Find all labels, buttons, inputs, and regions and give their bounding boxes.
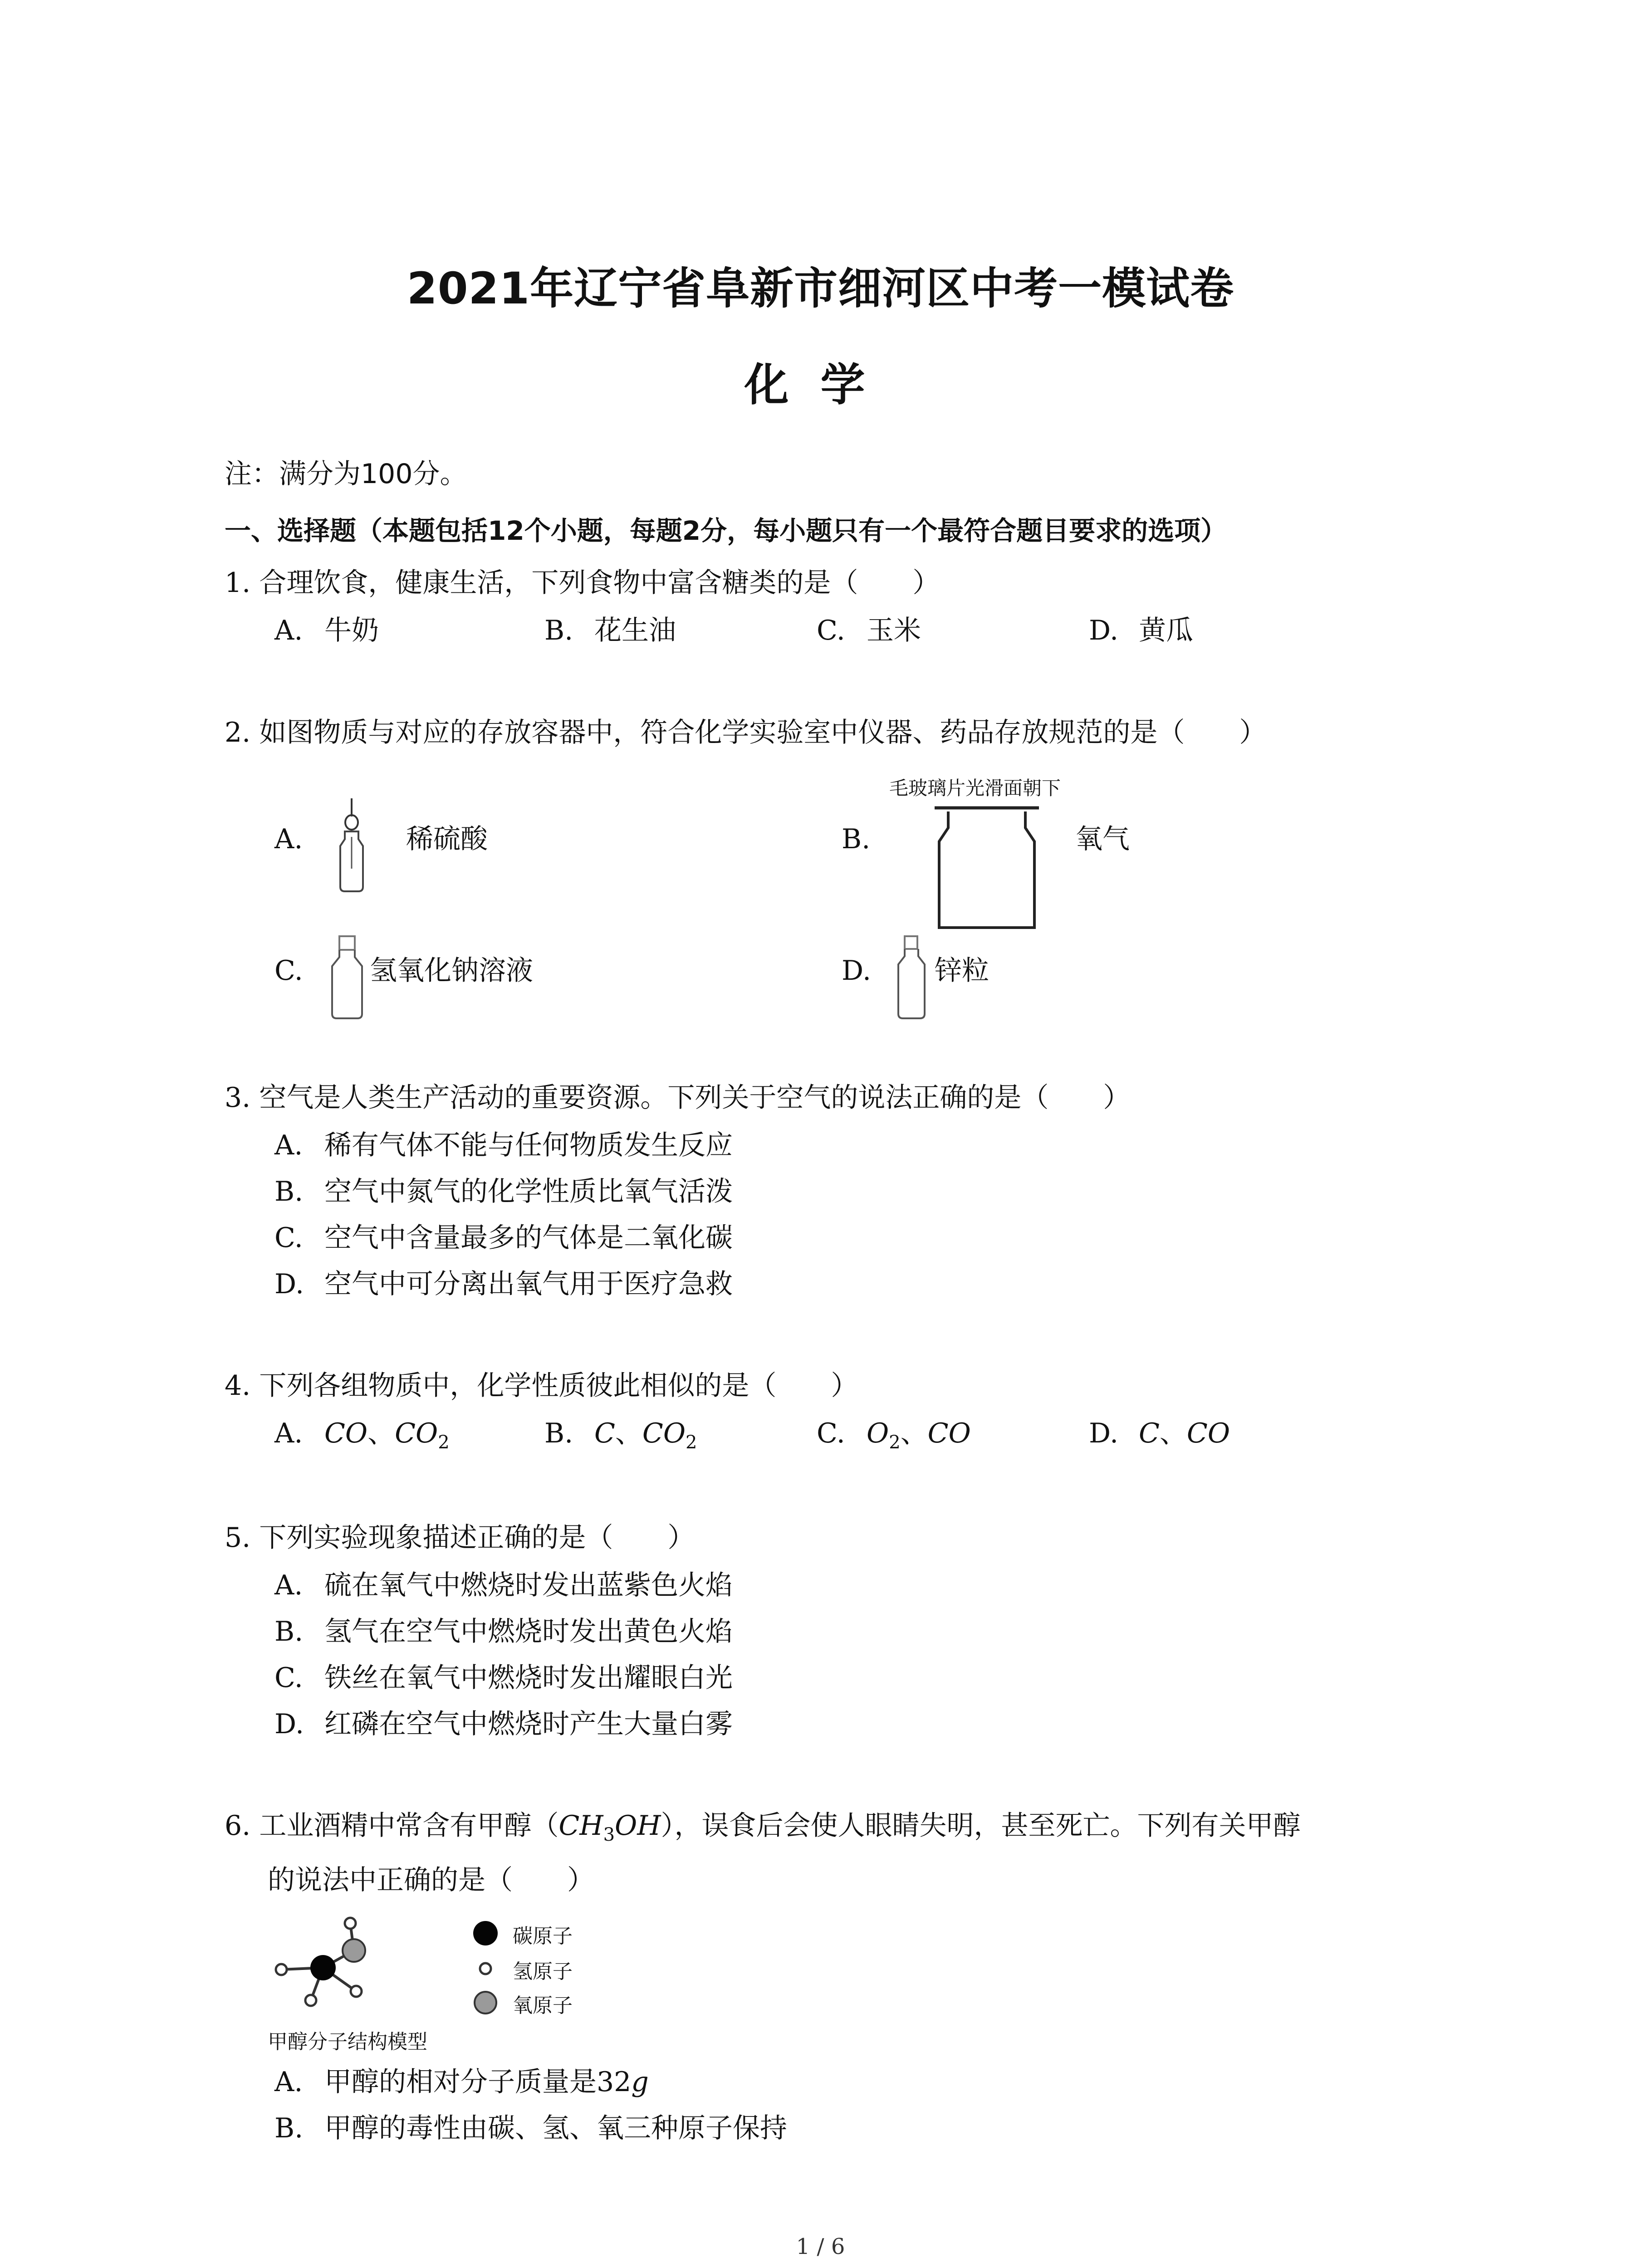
q2-option-d-text: 锌粒 bbox=[935, 955, 989, 987]
q2-option-c-text: 氢氧化钠溶液 bbox=[370, 955, 533, 987]
question-number: 4. bbox=[225, 1370, 251, 1402]
legend-hydrogen: 氢原子 bbox=[513, 1960, 573, 1983]
hydrogen-atom-icon bbox=[480, 1963, 491, 1974]
question-number: 3. bbox=[225, 1082, 251, 1114]
q4-option-c: C. $O_2$、CO bbox=[817, 1418, 971, 1453]
q4-option-a: A. CO、$CO_2$ bbox=[274, 1418, 450, 1453]
q5-option-c: C. 铁丝在氧气中燃烧时发出耀眼白光 bbox=[274, 1662, 733, 1694]
q2-option-a-text: 稀硫酸 bbox=[406, 823, 488, 855]
question-2 bbox=[225, 714, 1266, 751]
q6-option-b: B. 甲醇的毒性由碳、氢、氧三种原子保持 bbox=[274, 2112, 787, 2144]
q3-option-b: B. 空气中氮气的化学性质比氧气活泼 bbox=[274, 1176, 733, 1207]
q2-option-c-letter: C. bbox=[274, 955, 303, 987]
gas-jar-icon bbox=[935, 805, 1039, 932]
formula-part: OH bbox=[615, 1810, 661, 1842]
question-4 bbox=[225, 1368, 858, 1404]
q5-option-a: A. 硫在氧气中燃烧时发出蓝紫色火焰 bbox=[274, 1569, 733, 1601]
formula-part: CH bbox=[558, 1810, 603, 1842]
q2-option-d-letter: D. bbox=[842, 955, 872, 987]
q1-option-a: A. 牛奶 bbox=[274, 615, 379, 646]
q6-option-a: A. 甲醇的相对分子质量是32g bbox=[274, 2066, 649, 2098]
q5-option-d: D. 红磷在空气中燃烧时产生大量白雾 bbox=[274, 1708, 733, 1740]
gas-jar-caption: 毛玻璃片光滑面朝下 bbox=[889, 777, 1061, 799]
exam-title: 2021年辽宁省阜新市细河区中考一模试卷 bbox=[407, 263, 1234, 314]
q3-option-d: D. 空气中可分离出氧气用于医疗急救 bbox=[274, 1268, 733, 1300]
score-note: 注：满分为100分。 bbox=[225, 458, 467, 490]
q4-option-d: D. C、CO bbox=[1089, 1418, 1230, 1449]
q2-option-a-letter: A. bbox=[274, 823, 303, 855]
dropper-bottle-icon bbox=[331, 796, 372, 896]
question-stem: 空气是人类生产活动的重要资源。下列关于空气的说法正确的是（ ） bbox=[259, 1082, 1131, 1114]
legend-carbon: 碳原子 bbox=[513, 1925, 573, 1948]
question-1 bbox=[225, 565, 940, 601]
question-stem: 下列实验现象描述正确的是（ ） bbox=[259, 1522, 695, 1554]
subject-title: 化学 bbox=[744, 359, 897, 411]
reagent-bottle-icon bbox=[894, 934, 930, 1021]
narrow-mouth-bottle-icon bbox=[327, 934, 367, 1021]
question-5 bbox=[225, 1520, 695, 1556]
oxygen-atom-icon bbox=[475, 1992, 496, 2014]
molecule-model bbox=[276, 1918, 365, 2006]
question-stem: 下列各组物质中，化学性质彼此相似的是（ ） bbox=[259, 1370, 858, 1402]
question-6-line2: 的说法中正确的是（ ） bbox=[268, 1864, 594, 1896]
q4-option-b: B. C、$CO_2$ bbox=[544, 1418, 697, 1453]
question-stem-start: 工业酒精中常含有甲醇（ bbox=[259, 1810, 559, 1842]
question-number: 5. bbox=[225, 1522, 251, 1554]
question-number: 6. bbox=[225, 1810, 251, 1842]
carbon-atom-icon bbox=[473, 1921, 498, 1945]
question-6: 6. 工业酒精中常含有甲醇$(CH_3OH)$，误食后会使人眼睛失明，甚至死亡。下列有关甲醇 bbox=[225, 1810, 1301, 1845]
question-stem: 合理饮食，健康生活，下列食物中富含糖类的是（ ） bbox=[259, 567, 940, 599]
q2-option-b-letter: B. bbox=[842, 823, 871, 855]
methanol-model-figure bbox=[268, 1914, 631, 2037]
question-3 bbox=[225, 1080, 1130, 1116]
section-heading: 一、选择题（本题包括12个小题，每题2分，每小题只有一个最符合题目要求的选项） bbox=[225, 515, 1227, 546]
page-number: 1 / 6 bbox=[796, 2234, 845, 2259]
question-stem-end: ），误食后会使人眼睛失明，甚至死亡。下列有关甲醇 bbox=[661, 1810, 1301, 1842]
legend-oxygen: 氧原子 bbox=[513, 1994, 573, 2017]
q5-option-b: B. 氢气在空气中燃烧时发出黄色火焰 bbox=[274, 1616, 733, 1647]
q1-option-b: B. 花生油 bbox=[544, 615, 676, 646]
q2-option-b-text: 氧气 bbox=[1075, 823, 1130, 855]
q1-option-d: D. 黄瓜 bbox=[1089, 615, 1193, 646]
question-stem: 如图物质与对应的存放容器中，符合化学实验室中仪器、药品存放规范的是（ ） bbox=[259, 717, 1267, 748]
q3-option-c: C. 空气中含量最多的气体是二氧化碳 bbox=[274, 1222, 733, 1254]
question-number: 1. bbox=[225, 567, 251, 599]
q1-option-c: C. 玉米 bbox=[817, 615, 921, 646]
q3-option-a: A. 稀有气体不能与任何物质发生反应 bbox=[274, 1129, 733, 1161]
question-number: 2. bbox=[225, 717, 251, 748]
figure-caption: 甲醇分子结构模型 bbox=[268, 2030, 427, 2053]
